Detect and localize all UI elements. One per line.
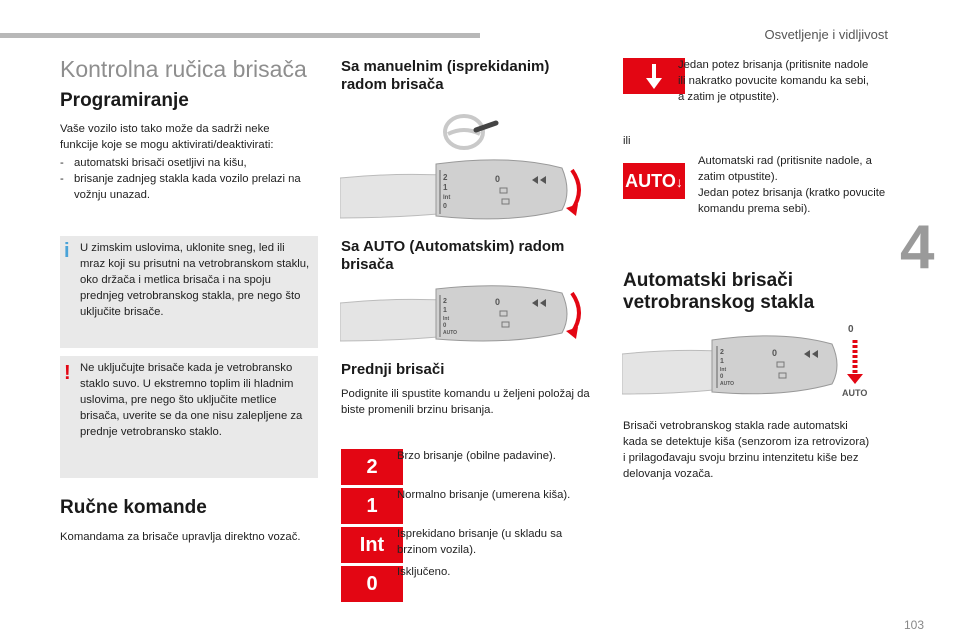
lever-mark-0: 0 <box>443 203 447 210</box>
page-title: Kontrolna ručica brisača <box>60 56 307 82</box>
lever-mark-2: 2 <box>443 298 447 305</box>
auto-wipers-heading: Automatski brisači vetrobranskog stakla <box>623 270 815 313</box>
auto-mode-heading: Sa AUTO (Automatskim) radom brisača <box>341 238 565 273</box>
programiranje-item: brisanje zadnjeg stakla kada vozilo prelazi na vožnju unazad. <box>74 173 301 202</box>
warning-note <box>60 356 318 478</box>
lever-mark-1: 1 <box>720 358 724 365</box>
lever-zero-label: 0 <box>848 324 854 335</box>
lever-mark-0: 0 <box>443 323 447 329</box>
speed-int-text: Isprekidano brisanje (u skladu sa brzinom vozila). <box>397 528 563 557</box>
lever-mark-auto: AUTO <box>443 330 458 336</box>
rucne-heading: Ručne komande <box>60 497 207 518</box>
front-wipers-heading: Prednji brisači <box>341 361 445 378</box>
lever-mark-2: 2 <box>443 173 448 182</box>
lever-mark-1: 1 <box>443 183 448 192</box>
page-number: 103 <box>903 618 924 632</box>
svg-text:0: 0 <box>772 348 778 358</box>
warning-icon: ! <box>64 362 71 384</box>
header-bar <box>0 33 480 38</box>
single-wipe-text: Jedan potez brisanja (pritisnite nadole ili nakratko povucite komandu ka sebi, a zatim je otpustite). <box>678 59 869 104</box>
programiranje-intro: Vaše vozilo isto tako može da sadrži neke funkcije koje se mogu aktivirati/deaktivirati: <box>60 123 274 152</box>
speed-int-badge: Int <box>341 527 403 563</box>
speed-1-badge: 1 <box>341 488 403 524</box>
lever-auto-label: AUTO <box>842 388 868 398</box>
arrow-down-icon: ↓ <box>675 174 683 190</box>
lever-mark-2: 2 <box>720 349 724 356</box>
wiper-lever-manual <box>340 152 588 230</box>
steering-wheel-icon <box>440 108 500 152</box>
lever-mark-int: Int <box>443 316 450 322</box>
single-wipe-badge <box>623 58 685 94</box>
svg-text:0: 0 <box>495 297 501 307</box>
speed-0-badge: 0 <box>341 566 403 602</box>
arrow-down-icon <box>623 58 685 94</box>
info-note-text: U zimskim uslovima, uklonite sneg, led ili mraz koji su prisutni na vetrobranskom staklu, oko držača i metlica brisača i na spoju prednjeg vetrobranskog stakla, pre nego što uključite brisače. <box>80 242 310 319</box>
lever-mark-int: Int <box>443 195 451 201</box>
rucne-text: Komandama za brisače upravlja direktno vozač. <box>60 531 301 543</box>
lever-mark-1: 1 <box>443 307 447 314</box>
programiranje-item: automatski brisači osetljivi na kišu, <box>74 157 247 169</box>
wiper-lever-auto-rain <box>622 322 872 404</box>
speed-2-text: Brzo brisanje (obilne padavine). <box>397 450 556 462</box>
info-icon: i <box>64 240 70 262</box>
speed-1-text: Normalno brisanje (umerena kiša). <box>397 489 571 501</box>
auto-text-1: Automatski rad (pritisnite nadole, a zatim otpustite). <box>698 155 872 184</box>
front-wipers-text: Podignite ili spustite komandu u željeni položaj da biste promenili brzinu brisanja. <box>341 388 590 417</box>
ili-text: ili <box>623 135 631 147</box>
lever-mark-int: Int <box>720 367 727 373</box>
lever-mark-auto: AUTO <box>720 381 735 387</box>
manual-heading: Sa manuelnim (isprekidanim) radom brisača <box>341 58 550 93</box>
auto-badge-label: AUTO <box>625 171 676 191</box>
lever-mark-0: 0 <box>720 374 724 380</box>
bullet-dash: - <box>60 157 64 169</box>
warning-note-text: Ne uključujte brisače kada je vetrobransko staklo suvo. U ekstremno toplim ili hladnim uslovima, pre nego što uključite metlice brisača, uverite se da one nisu zalepljene za prednje vetrobransko staklo. <box>80 362 303 439</box>
speed-0-text: Isključeno. <box>397 566 451 578</box>
bullet-dash: - <box>60 173 64 185</box>
info-note <box>60 236 318 348</box>
chapter-number: 4 <box>900 213 935 282</box>
auto-badge <box>623 163 685 199</box>
programiranje-heading: Programiranje <box>60 90 189 111</box>
wiper-lever-auto <box>340 283 588 345</box>
section-header: Osvetljenje i vidljivost <box>764 27 888 42</box>
speed-2-badge: 2 <box>341 449 403 485</box>
auto-wipers-description: Brisači vetrobranskog stakla rade automatski kada se detektuje kiša (senzorom iza retrovizora) i prilagođavaju svoju brzinu intenzitetu kiše bez delovanja vozača. <box>623 420 870 481</box>
auto-text-2: Jedan potez brisanja (kratko povucite komandu prema sebi). <box>698 187 886 216</box>
svg-text:0: 0 <box>495 174 501 184</box>
